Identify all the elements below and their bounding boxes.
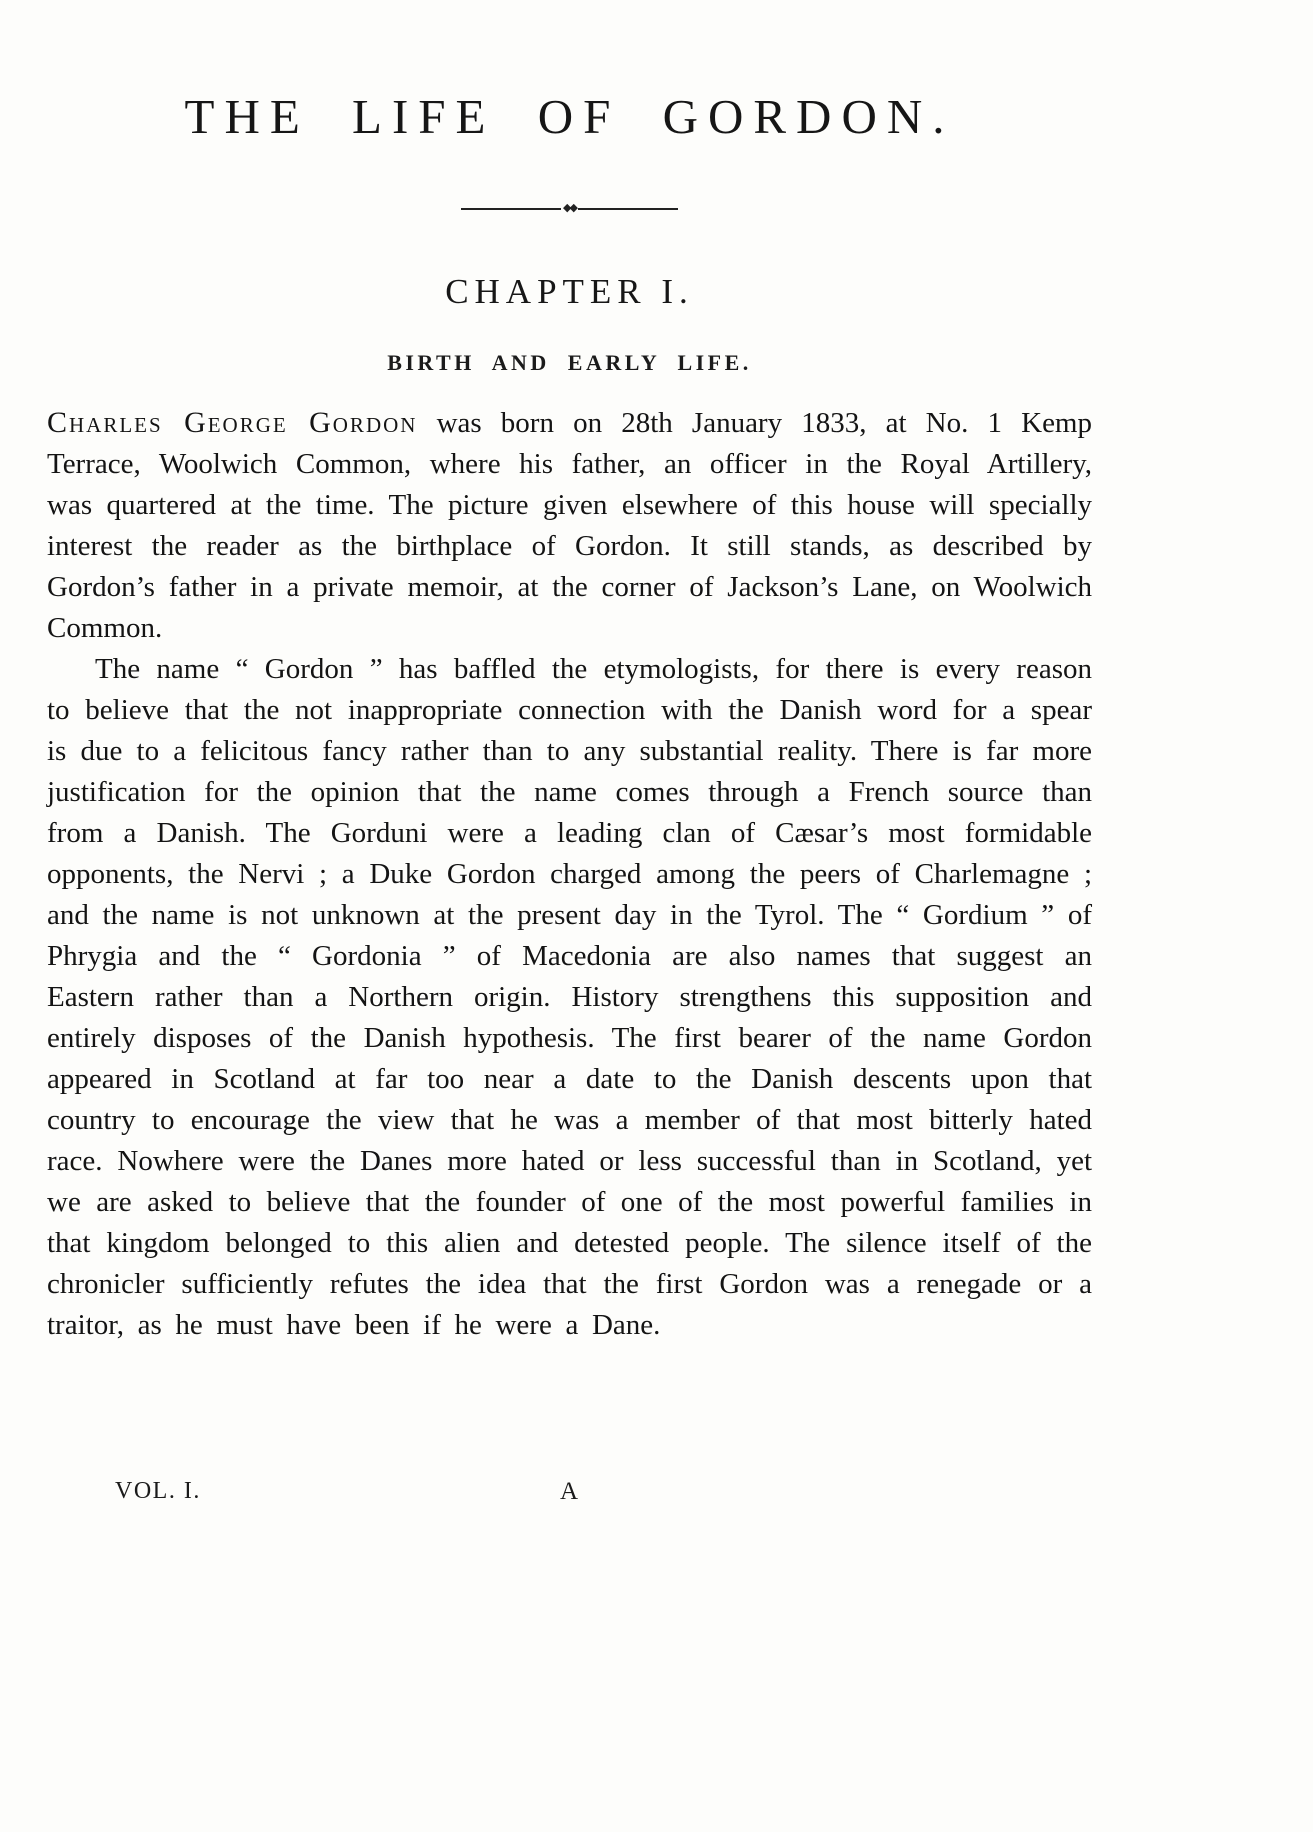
paragraph-2-text: The name “ Gordon ” has baffled the etymologists, for there is every reason to believe that the not inappropriate connection with the Danish word for a spear is due to a felicitous fancy rather than to any substantial reality. There is far more justification for the opinion that the name comes through a French source than from a Danish. The Gorduni were a leading clan of Cæsar’s most formidable opponents, the Nervi ; a Duke Gordon charged among the peers of Charlemagne ; and the name is not unknown at the present day in the Tyrol. The “ Gordium ” of Phrygia and the “ Gordonia ” of Macedonia are also names that suggest an Eastern rather than a Northern origin. History strengthens this supposition and entirely disposes of the Danish hypothesis. The first bearer of the name Gordon appeared in Scotland at far too near a date to the Danish descents upon that country to encourage the view that he was a member of that most bitterly hated race. Nowhere were the Danes more hated or less successful than in Scotland, yet we are asked to believe that the founder of one of the most powerful families in that kingdom belonged to this alien and detested people. The silence itself of the chronicler sufficiently refutes the idea that the first Gordon was a renegade or a traitor, as he must have been if he were a Dane. <box>47 653 1092 1341</box>
divider-ornament-icon: ◆◆ <box>563 202 576 214</box>
volume-label: VOL. I. <box>115 1478 201 1504</box>
author-subject-name: Charles George Gordon <box>47 406 418 439</box>
divider-rule-left <box>461 208 561 210</box>
section-heading: BIRTH AND EARLY LIFE. <box>387 350 752 375</box>
paragraph-1-text: was born on 28th January 1833, at No. 1 Kemp Terrace, Woolwich Common, where his father, an officer in the Royal Artillery, was quartered at the time. The picture given elsewhere of this house will specially interest the reader as the birthplace of Gordon. It still stands, as described by Gordon’s father in a private memoir, at the corner of Jackson’s Lane, on Woolwich Common. <box>47 407 1092 644</box>
book-page <box>47 0 1092 1832</box>
book-title: THE LIFE OF GORDON. <box>184 89 955 144</box>
paragraph-2 <box>47 649 1092 1346</box>
title-divider <box>47 203 1092 214</box>
signature-mark: A <box>559 1478 580 1505</box>
paragraph-1 <box>47 402 1092 649</box>
divider-rule-right <box>578 208 678 210</box>
chapter-heading: CHAPTER I. <box>445 272 694 311</box>
